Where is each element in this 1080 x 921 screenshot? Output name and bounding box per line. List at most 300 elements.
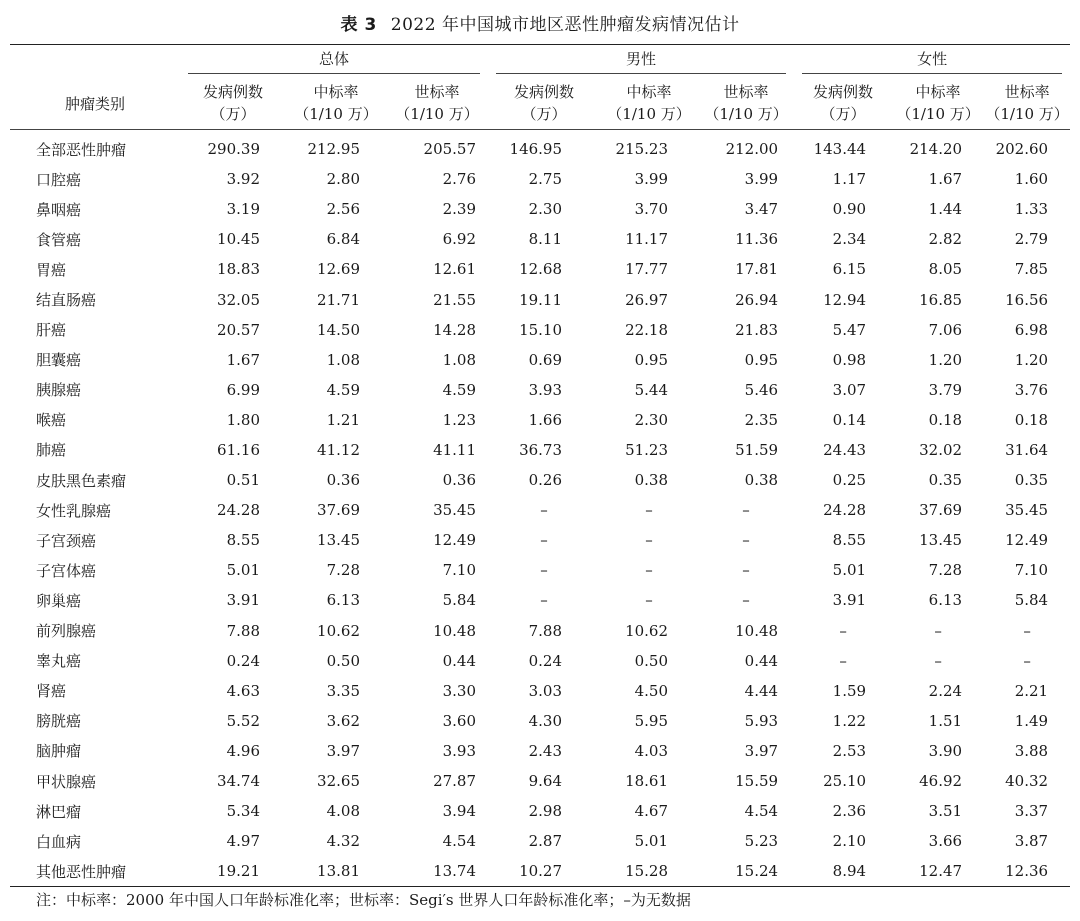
value-cell: 4.67 bbox=[634, 802, 669, 821]
value-cell: 0.98 bbox=[832, 350, 867, 369]
value-cell: 1.67 bbox=[226, 350, 260, 369]
value-cell: 1.23 bbox=[442, 410, 477, 429]
value-cell: 2.82 bbox=[928, 230, 963, 249]
value-cell: 1.33 bbox=[1014, 200, 1049, 219]
value-cell: 1.20 bbox=[1014, 350, 1049, 369]
value-cell: – bbox=[645, 501, 653, 520]
value-cell: 0.36 bbox=[326, 471, 360, 490]
value-cell: 11.36 bbox=[735, 230, 779, 249]
value-cell: 0.35 bbox=[928, 471, 963, 490]
value-cell: 7.88 bbox=[226, 621, 260, 640]
value-cell: 1.20 bbox=[928, 350, 963, 369]
value-cell: 35.45 bbox=[1005, 501, 1049, 520]
table-row bbox=[10, 164, 1070, 194]
value-cell: 0.18 bbox=[928, 410, 963, 429]
value-cell: 21.71 bbox=[317, 290, 360, 309]
value-cell: 24.28 bbox=[217, 501, 260, 520]
value-cell: – bbox=[1023, 651, 1031, 670]
category-cell: 膀胱癌 bbox=[36, 712, 82, 731]
value-cell: 10.48 bbox=[433, 621, 477, 640]
value-cell: – bbox=[1023, 621, 1031, 640]
value-cell: 10.27 bbox=[519, 862, 563, 881]
value-cell: 3.97 bbox=[326, 741, 360, 760]
value-cell: 11.17 bbox=[625, 230, 669, 249]
value-cell: 26.94 bbox=[735, 290, 779, 309]
table-row bbox=[10, 676, 1070, 706]
value-cell: 3.30 bbox=[442, 681, 477, 700]
category-cell: 睾丸癌 bbox=[36, 652, 82, 671]
table-row bbox=[10, 555, 1070, 585]
value-cell: 12.94 bbox=[823, 290, 867, 309]
category-cell: 子宫体癌 bbox=[36, 561, 97, 580]
category-cell: 肺癌 bbox=[36, 441, 67, 460]
value-cell: 0.38 bbox=[744, 471, 779, 490]
table-row bbox=[10, 345, 1070, 375]
category-cell: 前列腺癌 bbox=[36, 622, 97, 641]
value-cell: 61.16 bbox=[217, 440, 260, 459]
value-cell: 0.90 bbox=[832, 200, 867, 219]
value-cell: 19.11 bbox=[519, 290, 563, 309]
value-cell: 7.28 bbox=[928, 561, 963, 580]
value-cell: 0.26 bbox=[528, 471, 563, 490]
column-header-line1: 中标率 bbox=[313, 83, 359, 101]
category-cell: 结直肠癌 bbox=[36, 291, 97, 310]
group-header-female bbox=[794, 45, 1070, 78]
value-cell: 2.43 bbox=[528, 741, 563, 760]
column-header-line1: 中标率 bbox=[915, 83, 961, 101]
value-cell: 16.56 bbox=[1005, 290, 1049, 309]
table-header bbox=[10, 45, 1070, 130]
value-cell: 0.36 bbox=[442, 471, 477, 490]
value-cell: 8.55 bbox=[832, 531, 867, 550]
value-cell: – bbox=[742, 591, 750, 610]
value-cell: 5.84 bbox=[1014, 591, 1049, 610]
column-header-total-china-std-rate bbox=[286, 77, 386, 130]
value-cell: – bbox=[742, 531, 750, 550]
column-header-male-world-std-rate bbox=[698, 77, 794, 130]
value-cell: 32.65 bbox=[317, 772, 360, 791]
value-cell: 2.53 bbox=[832, 741, 867, 760]
value-cell: 5.84 bbox=[442, 591, 477, 610]
value-cell: 6.13 bbox=[326, 591, 360, 610]
value-cell: 2.24 bbox=[928, 681, 963, 700]
value-cell: 41.11 bbox=[433, 440, 477, 459]
value-cell: 12.61 bbox=[433, 260, 477, 279]
value-cell: 12.49 bbox=[433, 531, 477, 550]
value-cell: 12.36 bbox=[1005, 862, 1049, 881]
value-cell: 0.95 bbox=[634, 350, 669, 369]
value-cell: 1.51 bbox=[928, 711, 963, 730]
value-cell: 24.28 bbox=[823, 501, 867, 520]
column-header-line1: 世标率 bbox=[1004, 83, 1050, 101]
value-cell: 2.35 bbox=[744, 410, 779, 429]
value-cell: 3.93 bbox=[442, 741, 477, 760]
value-cell: 10.48 bbox=[735, 621, 779, 640]
value-cell: 1.66 bbox=[528, 410, 563, 429]
value-cell: 4.54 bbox=[442, 832, 477, 851]
value-cell: 37.69 bbox=[317, 501, 360, 520]
column-header-line1: 世标率 bbox=[723, 83, 769, 101]
category-cell: 白血病 bbox=[36, 832, 82, 851]
value-cell: 2.36 bbox=[832, 802, 867, 821]
category-cell: 胰腺癌 bbox=[36, 381, 82, 400]
column-header-female-world-std-rate bbox=[984, 77, 1070, 130]
value-cell: 15.28 bbox=[625, 862, 669, 881]
value-cell: 1.17 bbox=[832, 170, 867, 189]
value-cell: 17.77 bbox=[625, 260, 669, 279]
value-cell: 4.97 bbox=[226, 832, 260, 851]
value-cell: 214.20 bbox=[909, 140, 963, 159]
value-cell: 146.95 bbox=[509, 140, 563, 159]
value-cell: 202.60 bbox=[995, 140, 1049, 159]
value-cell: 19.21 bbox=[217, 862, 260, 881]
value-cell: 13.81 bbox=[317, 862, 360, 881]
value-cell: 0.51 bbox=[226, 471, 260, 490]
value-cell: 51.59 bbox=[735, 440, 779, 459]
category-cell: 喉癌 bbox=[36, 411, 67, 430]
group-header-female-label: 女性 bbox=[802, 48, 1062, 74]
value-cell: 3.47 bbox=[744, 200, 779, 219]
column-header-line1: 中标率 bbox=[626, 83, 672, 101]
value-cell: 0.69 bbox=[528, 350, 563, 369]
value-cell: 3.79 bbox=[928, 380, 963, 399]
value-cell: 4.50 bbox=[634, 681, 669, 700]
value-cell: 51.23 bbox=[625, 440, 669, 459]
column-header-line2: （万） bbox=[820, 105, 866, 123]
value-cell: 0.44 bbox=[744, 651, 779, 670]
category-cell: 子宫颈癌 bbox=[36, 531, 97, 550]
value-cell: 35.45 bbox=[433, 501, 477, 520]
value-cell: 4.54 bbox=[744, 802, 779, 821]
value-cell: 6.99 bbox=[226, 380, 260, 399]
value-cell: 212.00 bbox=[725, 140, 779, 159]
value-cell: 1.80 bbox=[226, 410, 260, 429]
table-number: 表 3 bbox=[340, 15, 377, 35]
value-cell: 3.62 bbox=[326, 711, 360, 730]
category-cell: 口腔癌 bbox=[36, 170, 82, 189]
value-cell: 31.64 bbox=[1005, 440, 1049, 459]
table-row bbox=[10, 315, 1070, 345]
table-row bbox=[10, 495, 1070, 525]
value-cell: 5.34 bbox=[226, 802, 260, 821]
value-cell: 2.30 bbox=[528, 200, 563, 219]
value-cell: 8.11 bbox=[528, 230, 563, 249]
table-row bbox=[10, 284, 1070, 314]
category-cell: 皮肤黑色素瘤 bbox=[36, 471, 127, 490]
value-cell: 5.23 bbox=[744, 832, 779, 851]
value-cell: 32.05 bbox=[217, 290, 260, 309]
table-row bbox=[10, 585, 1070, 615]
value-cell: – bbox=[540, 501, 548, 520]
value-cell: 5.93 bbox=[744, 711, 779, 730]
value-cell: – bbox=[839, 651, 847, 670]
value-cell: 290.39 bbox=[207, 140, 260, 159]
value-cell: 12.49 bbox=[1005, 531, 1049, 550]
value-cell: 4.30 bbox=[528, 711, 563, 730]
table-row bbox=[10, 130, 1070, 165]
value-cell: 3.19 bbox=[226, 200, 260, 219]
value-cell: 1.22 bbox=[832, 711, 867, 730]
value-cell: 24.43 bbox=[823, 440, 867, 459]
value-cell: 3.93 bbox=[528, 380, 563, 399]
value-cell: 2.80 bbox=[326, 170, 360, 189]
value-cell: 1.49 bbox=[1014, 711, 1049, 730]
value-cell: 3.99 bbox=[634, 170, 669, 189]
value-cell: 0.35 bbox=[1014, 471, 1049, 490]
category-cell: 鼻咽癌 bbox=[36, 200, 82, 219]
value-cell: 3.90 bbox=[928, 741, 963, 760]
value-cell: 1.44 bbox=[928, 200, 963, 219]
column-header-line1: 世标率 bbox=[414, 83, 460, 101]
table-row bbox=[10, 435, 1070, 465]
value-cell: 13.45 bbox=[919, 531, 963, 550]
group-header-male bbox=[488, 45, 794, 78]
value-cell: 1.21 bbox=[326, 410, 360, 429]
value-cell: 14.50 bbox=[317, 320, 360, 339]
value-cell: 36.73 bbox=[519, 440, 563, 459]
value-cell: 0.14 bbox=[832, 410, 867, 429]
value-cell: 3.76 bbox=[1014, 380, 1049, 399]
value-cell: 4.63 bbox=[226, 681, 260, 700]
value-cell: 1.59 bbox=[832, 681, 867, 700]
value-cell: 18.61 bbox=[625, 772, 669, 791]
value-cell: 0.50 bbox=[326, 651, 360, 670]
value-cell: 5.47 bbox=[832, 320, 867, 339]
value-cell: 3.91 bbox=[832, 591, 867, 610]
value-cell: 6.13 bbox=[928, 591, 963, 610]
value-cell: 1.67 bbox=[928, 170, 963, 189]
value-cell: 8.05 bbox=[928, 260, 963, 279]
value-cell: – bbox=[540, 591, 548, 610]
value-cell: – bbox=[645, 531, 653, 550]
value-cell: – bbox=[540, 561, 548, 580]
value-cell: 14.28 bbox=[433, 320, 477, 339]
value-cell: 1.60 bbox=[1014, 170, 1049, 189]
value-cell: 3.35 bbox=[326, 681, 360, 700]
value-cell: 5.01 bbox=[832, 561, 867, 580]
value-cell: 3.94 bbox=[442, 802, 477, 821]
value-cell: 7.06 bbox=[928, 320, 963, 339]
value-cell: – bbox=[645, 561, 653, 580]
value-cell: 3.97 bbox=[744, 741, 779, 760]
value-cell: 10.62 bbox=[317, 621, 360, 640]
value-cell: 2.39 bbox=[442, 200, 477, 219]
value-cell: 4.44 bbox=[744, 681, 779, 700]
value-cell: 3.07 bbox=[832, 380, 867, 399]
column-header-male-cases bbox=[488, 77, 600, 130]
category-cell: 肝癌 bbox=[36, 321, 67, 340]
table-row bbox=[10, 465, 1070, 495]
value-cell: 5.01 bbox=[226, 561, 260, 580]
value-cell: 7.85 bbox=[1014, 260, 1049, 279]
value-cell: 3.91 bbox=[226, 591, 260, 610]
table-row bbox=[10, 405, 1070, 435]
table-row bbox=[10, 796, 1070, 826]
value-cell: 2.30 bbox=[634, 410, 669, 429]
value-cell: 5.44 bbox=[634, 380, 669, 399]
value-cell: 12.69 bbox=[317, 260, 360, 279]
table-row bbox=[10, 375, 1070, 405]
value-cell: 20.57 bbox=[217, 320, 260, 339]
value-cell: – bbox=[645, 591, 653, 610]
column-header-line2: （1/10 万） bbox=[985, 105, 1069, 123]
column-header-line2: （1/10 万） bbox=[395, 105, 479, 123]
value-cell: 8.55 bbox=[226, 531, 260, 550]
value-cell: 205.57 bbox=[423, 140, 477, 159]
value-cell: 7.88 bbox=[528, 621, 563, 640]
column-header-line2: （1/10 万） bbox=[896, 105, 980, 123]
value-cell: 2.10 bbox=[832, 832, 867, 851]
value-cell: 21.83 bbox=[735, 320, 779, 339]
category-cell: 胃癌 bbox=[36, 260, 67, 279]
value-cell: – bbox=[742, 561, 750, 580]
column-header-line1: 发病例数 bbox=[514, 83, 575, 101]
value-cell: 8.94 bbox=[832, 862, 867, 881]
column-header-female-china-std-rate bbox=[892, 77, 984, 130]
table-row bbox=[10, 826, 1070, 856]
column-header-line1: 发病例数 bbox=[202, 83, 263, 101]
value-cell: – bbox=[839, 621, 847, 640]
category-cell: 女性乳腺癌 bbox=[36, 501, 112, 520]
table-title: 2022 年中国城市地区恶性肿瘤发病情况估计 bbox=[390, 15, 740, 35]
value-cell: 2.98 bbox=[528, 802, 563, 821]
value-cell: 3.66 bbox=[928, 832, 963, 851]
category-cell: 全部恶性肿瘤 bbox=[36, 140, 127, 159]
value-cell: 0.18 bbox=[1014, 410, 1049, 429]
column-header-total-world-std-rate bbox=[386, 77, 488, 130]
value-cell: 12.68 bbox=[519, 260, 563, 279]
value-cell: 2.79 bbox=[1014, 230, 1049, 249]
value-cell: – bbox=[540, 531, 548, 550]
value-cell: 2.76 bbox=[442, 170, 477, 189]
value-cell: 3.51 bbox=[928, 802, 963, 821]
table-row bbox=[10, 254, 1070, 284]
table-row bbox=[10, 856, 1070, 887]
table-caption bbox=[0, 10, 1080, 35]
table-row bbox=[10, 194, 1070, 224]
category-cell: 食管癌 bbox=[36, 230, 82, 249]
value-cell: 10.45 bbox=[217, 230, 260, 249]
column-header-female-cases bbox=[794, 77, 892, 130]
value-cell: 3.87 bbox=[1014, 832, 1049, 851]
value-cell: 4.96 bbox=[226, 741, 260, 760]
value-cell: 3.88 bbox=[1014, 741, 1049, 760]
value-cell: 34.74 bbox=[217, 772, 260, 791]
value-cell: 13.74 bbox=[433, 862, 477, 881]
value-cell: 0.95 bbox=[744, 350, 779, 369]
table-body bbox=[10, 130, 1070, 887]
category-cell: 甲状腺癌 bbox=[36, 772, 97, 791]
row-header-category: 肿瘤类别 bbox=[10, 45, 180, 130]
value-cell: 3.99 bbox=[744, 170, 779, 189]
value-cell: 2.75 bbox=[528, 170, 563, 189]
group-header-male-label: 男性 bbox=[496, 48, 786, 74]
value-cell: – bbox=[742, 501, 750, 520]
value-cell: 4.59 bbox=[326, 380, 360, 399]
table-row bbox=[10, 646, 1070, 676]
value-cell: 6.98 bbox=[1014, 320, 1049, 339]
value-cell: 46.92 bbox=[919, 772, 963, 791]
value-cell: 0.44 bbox=[442, 651, 477, 670]
value-cell: 4.32 bbox=[326, 832, 360, 851]
value-cell: 0.50 bbox=[634, 651, 669, 670]
column-header-total-cases bbox=[180, 77, 286, 130]
column-header-line2: （1/10 万） bbox=[607, 105, 691, 123]
value-cell: – bbox=[934, 651, 942, 670]
value-cell: 0.25 bbox=[832, 471, 867, 490]
value-cell: 5.01 bbox=[634, 832, 669, 851]
value-cell: 4.59 bbox=[442, 380, 477, 399]
value-cell: 32.02 bbox=[919, 440, 963, 459]
value-cell: 143.44 bbox=[813, 140, 867, 159]
table-row bbox=[10, 736, 1070, 766]
table-footnote: 注：中标率：2000 年中国人口年龄标准化率；世标率：Segi′s 世界人口年龄标准化率；–为无数据 bbox=[36, 891, 691, 909]
table-row bbox=[10, 224, 1070, 254]
value-cell: 4.03 bbox=[634, 741, 669, 760]
value-cell: 5.95 bbox=[634, 711, 669, 730]
column-header-line1: 发病例数 bbox=[813, 83, 874, 101]
value-cell: 3.60 bbox=[442, 711, 477, 730]
category-cell: 淋巴瘤 bbox=[36, 802, 82, 821]
value-cell: 2.87 bbox=[528, 832, 563, 851]
table-row bbox=[10, 616, 1070, 646]
value-cell: 13.45 bbox=[317, 531, 360, 550]
value-cell: 2.56 bbox=[326, 200, 360, 219]
category-cell: 卵巢癌 bbox=[36, 591, 82, 610]
value-cell: 4.08 bbox=[326, 802, 360, 821]
value-cell: 2.21 bbox=[1014, 681, 1049, 700]
value-cell: 26.97 bbox=[625, 290, 669, 309]
value-cell: 5.52 bbox=[226, 711, 260, 730]
group-header-total-label: 总体 bbox=[188, 48, 480, 74]
value-cell: – bbox=[934, 621, 942, 640]
column-header-line2: （万） bbox=[210, 105, 256, 123]
column-header-line2: （1/10 万） bbox=[294, 105, 378, 123]
value-cell: 0.24 bbox=[528, 651, 563, 670]
value-cell: 15.24 bbox=[735, 862, 779, 881]
value-cell: 18.83 bbox=[217, 260, 260, 279]
value-cell: 1.08 bbox=[442, 350, 477, 369]
incidence-table bbox=[10, 44, 1070, 887]
value-cell: 41.12 bbox=[317, 440, 360, 459]
value-cell: 215.23 bbox=[615, 140, 669, 159]
category-cell: 其他恶性肿瘤 bbox=[36, 862, 127, 881]
value-cell: 17.81 bbox=[735, 260, 779, 279]
table-row bbox=[10, 766, 1070, 796]
value-cell: 5.46 bbox=[744, 380, 779, 399]
value-cell: 12.47 bbox=[919, 862, 963, 881]
value-cell: 16.85 bbox=[919, 290, 963, 309]
table-row bbox=[10, 525, 1070, 555]
value-cell: 0.24 bbox=[226, 651, 260, 670]
value-cell: 10.62 bbox=[625, 621, 669, 640]
value-cell: 2.34 bbox=[832, 230, 867, 249]
group-header-total bbox=[180, 45, 488, 78]
value-cell: 21.55 bbox=[433, 290, 477, 309]
value-cell: 37.69 bbox=[919, 501, 963, 520]
value-cell: 3.70 bbox=[634, 200, 669, 219]
value-cell: 6.92 bbox=[442, 230, 477, 249]
value-cell: 7.10 bbox=[1014, 561, 1049, 580]
value-cell: 9.64 bbox=[528, 772, 563, 791]
value-cell: 3.92 bbox=[226, 170, 260, 189]
category-cell: 肾癌 bbox=[36, 682, 67, 701]
value-cell: 7.28 bbox=[326, 561, 360, 580]
value-cell: 3.37 bbox=[1014, 802, 1049, 821]
column-header-line2: （1/10 万） bbox=[704, 105, 788, 123]
category-cell: 胆囊癌 bbox=[36, 351, 82, 370]
value-cell: 6.15 bbox=[832, 260, 867, 279]
